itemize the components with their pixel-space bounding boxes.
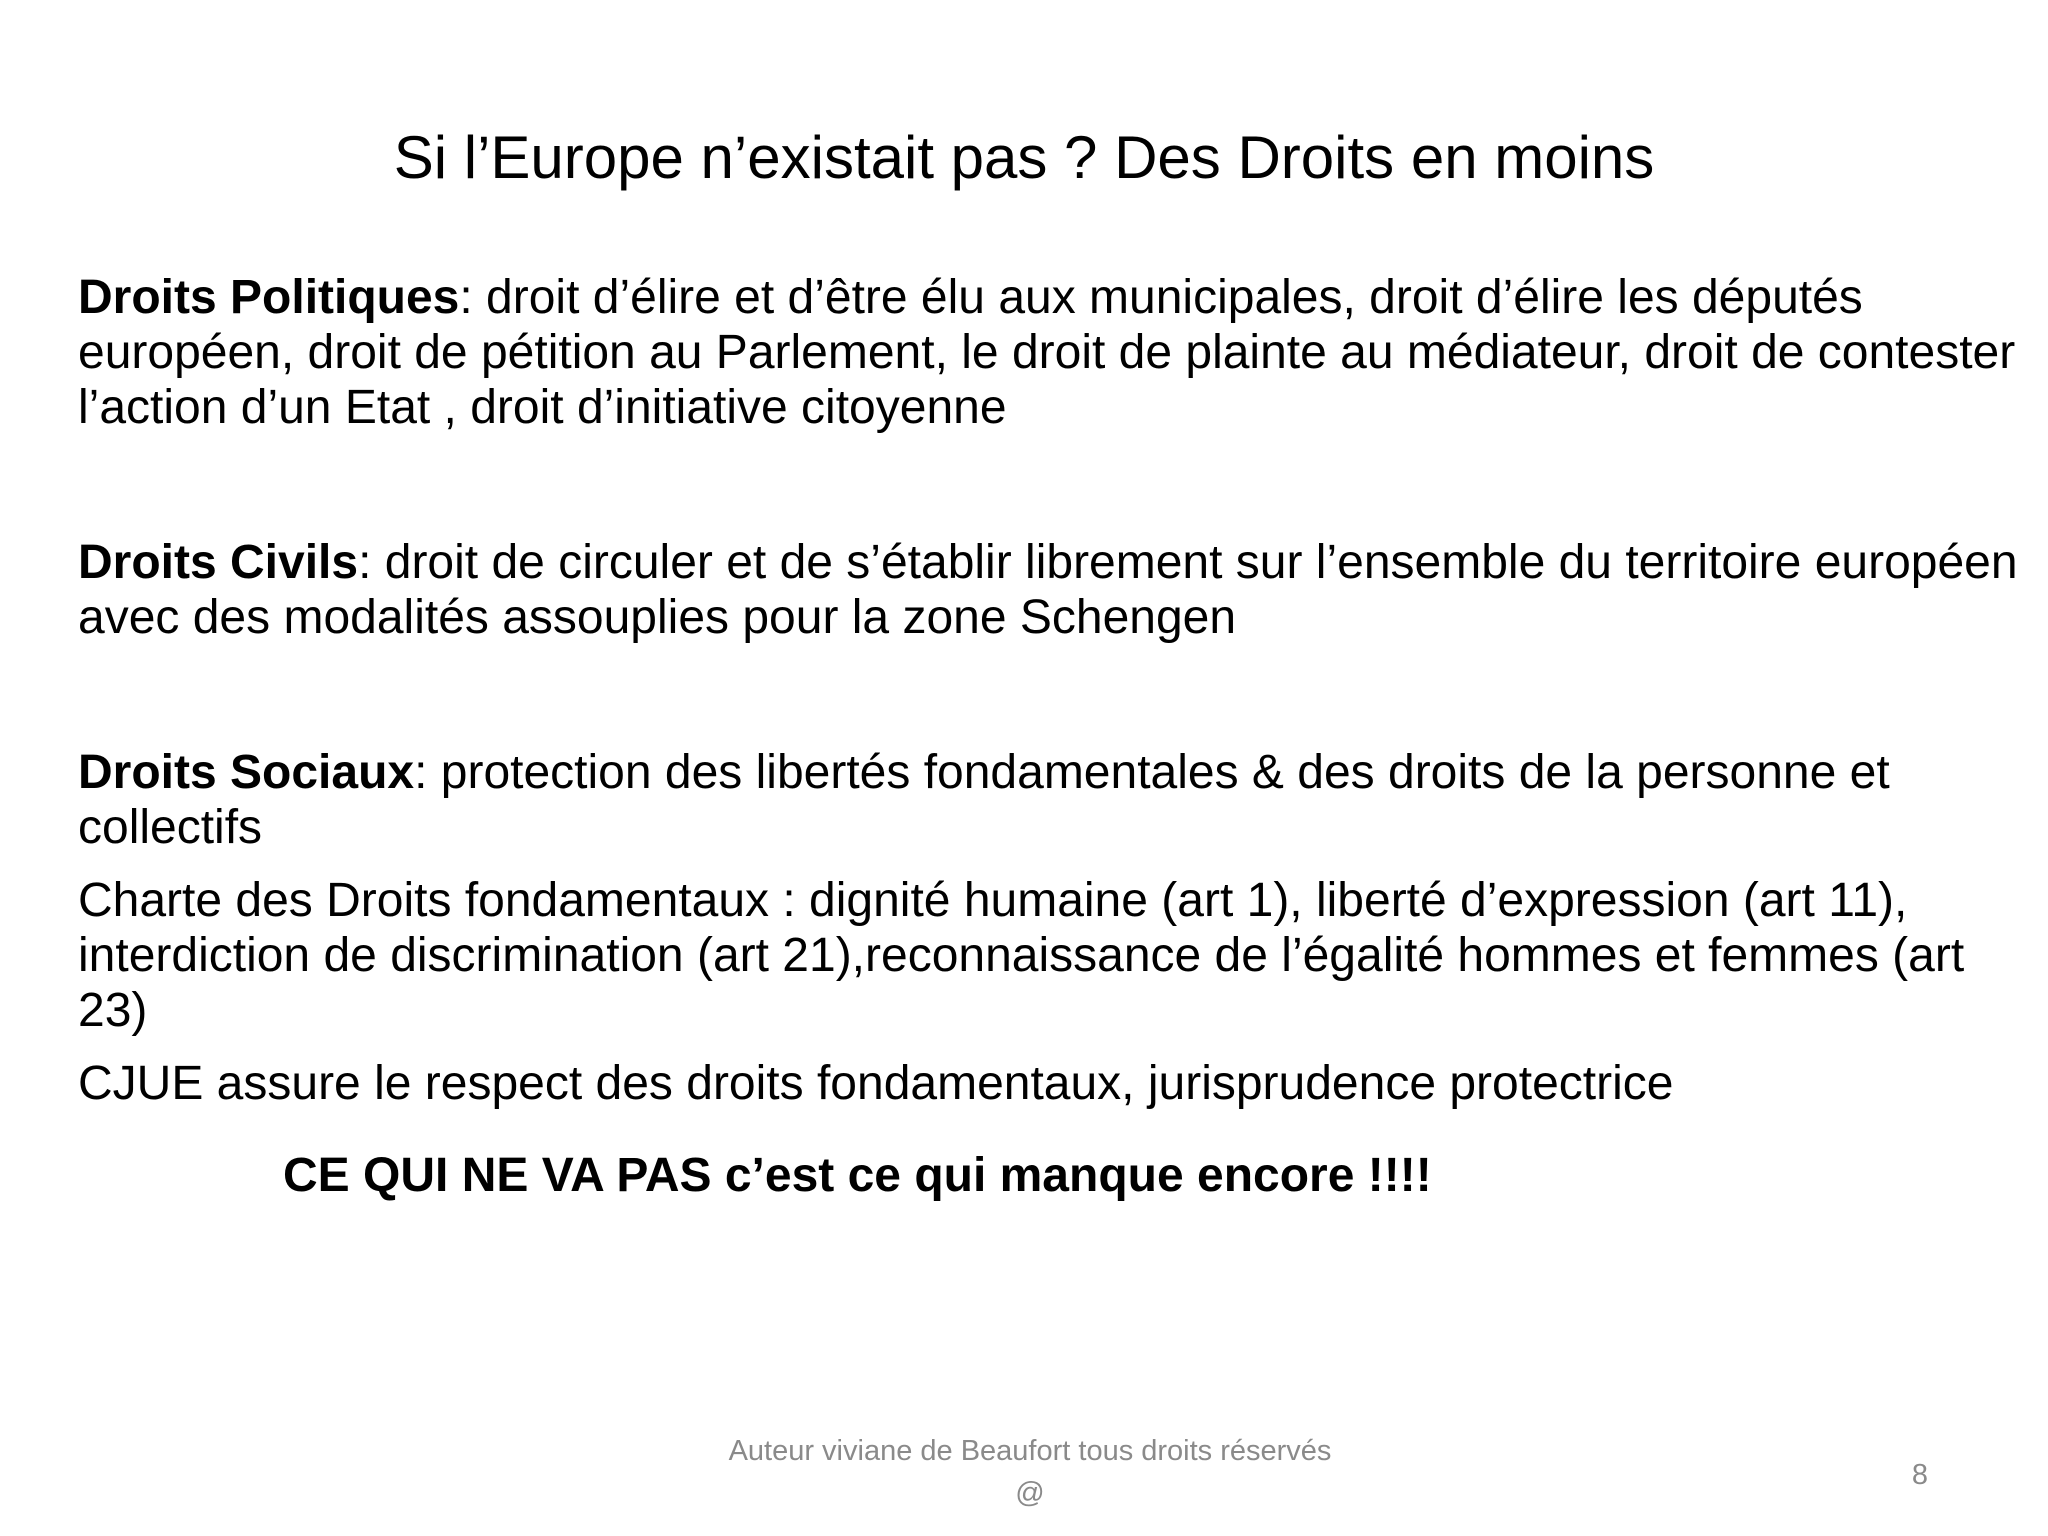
footer-author: Auteur viviane de Beaufort tous droits réservés @ (728, 1435, 1332, 1509)
paragraph-gap (78, 645, 2018, 745)
charter-paragraph: Charte des Droits fondamentaux : dignité humaine (art 1), liberté d’expression (art 11), interdiction de discrimination (art 21),reconnaissance de l’égalité hommes et femmes (art 23) (78, 874, 1965, 1037)
civil-rights-text: : droit de circuler et de s’établir librement sur l’ensemble du territoire européen avec des modalités assouplies pour la zone Schengen (78, 536, 2018, 644)
social-rights-text: : protection des libertés fondamentales & des droits de la personne et collectifs (78, 746, 1890, 854)
closing-statement: CE QUI NE VA PAS c’est ce qui manque encore !!!! (283, 1149, 1432, 1202)
paragraph-gap (78, 1038, 2018, 1056)
civil-rights-paragraph (78, 535, 2018, 645)
slide-title: Si l’Europe n’existait pas ? Des Droits en moins (393, 124, 1655, 191)
political-rights-paragraph (78, 270, 2018, 435)
political-rights-text: : droit d’élire et d’être élu aux municipales, droit d’élire les députés européen, droit de pétition au Parlement, le droit de plainte au médiateur, droit de contester l’action d’un Etat , droit d’initiative citoyenne (78, 271, 2016, 434)
page-number: 8 (1911, 1459, 1928, 1491)
cjue-paragraph: CJUE assure le respect des droits fondamentaux, jurisprudence protectrice (78, 1057, 1674, 1110)
political-rights-heading: Droits Politiques (78, 271, 460, 324)
paragraph-gap (78, 855, 2018, 873)
civil-rights-heading: Droits Civils (78, 536, 359, 589)
social-rights-paragraph (78, 745, 2018, 855)
paragraph-gap (78, 435, 2018, 535)
social-rights-heading: Droits Sociaux (78, 746, 415, 799)
slide-body (78, 270, 2018, 1111)
